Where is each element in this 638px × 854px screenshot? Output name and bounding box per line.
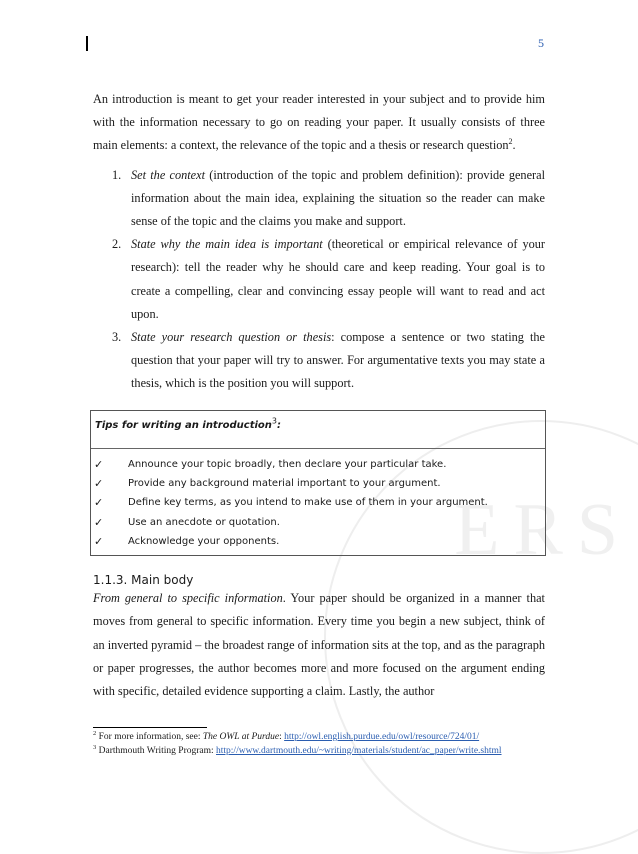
tip-text: Acknowledge your opponents. (128, 535, 280, 547)
footnote-number: 3 (93, 743, 97, 751)
tip-item (91, 493, 545, 512)
step-item (93, 233, 545, 326)
footnote-link[interactable]: http://www.dartmouth.edu/~writing/materials/student/ac_paper/write.shtml (216, 746, 502, 756)
tip-text: Announce your topic broadly, then declare your particular take. (128, 458, 447, 470)
step-item (93, 326, 545, 396)
tip-text: Provide any background material important to your argument. (128, 477, 441, 489)
tip-item (91, 513, 545, 532)
footnote-prefix: For more information, see: (96, 732, 203, 742)
check-icon: ✓ (94, 534, 104, 548)
step-text: (theoretical or empirical relevance of your research): tell the reader why he should care and keep reading. Your goal is to create a compelling, clear and convincing essay people will want to read and act upon. (131, 237, 545, 321)
check-icon: ✓ (94, 476, 104, 490)
tips-title-text: Tips for writing an introduction (95, 419, 272, 431)
step-number: 1. (112, 167, 122, 182)
tips-title-colon: : (277, 419, 282, 431)
step-number: 2. (112, 237, 122, 252)
step-text: : compose a sentence or two stating the question that your paper will try to answer. For argumentative texts you may state a thesis, which is the position you will support. (131, 330, 545, 391)
intro-text: An introduction is meant to get your reader interested in your subject and to provide him with the information necessary to go on reading your paper. It usually consists of three main elements: a context, the relevance of the topic and a thesis or research question (93, 92, 545, 153)
check-icon: ✓ (94, 515, 104, 529)
footnotes (93, 730, 553, 758)
step-title: Set the context (131, 167, 206, 182)
main-body-paragraph (93, 587, 545, 703)
step-text: (introduction of the topic and problem definition): provide general information about the main idea, explaining the situation so the reader can make sense of the topic and the claims you make and support. (131, 167, 546, 229)
step-title: State why the main idea is important (131, 237, 323, 252)
footnote-ref-3[interactable]: 3 (271, 416, 278, 426)
main-body-lead: From general to specific information (93, 591, 283, 606)
seal-watermark-text: ERS (454, 489, 632, 571)
footnote-prefix: Darthmouth Writing Program: (96, 746, 217, 756)
steps-list (93, 164, 545, 396)
step-item (93, 164, 545, 234)
tips-list (91, 449, 545, 555)
tips-box (90, 410, 546, 556)
intro-end: . (512, 138, 516, 153)
check-icon: ✓ (94, 496, 104, 510)
footnote-sep: : (279, 732, 285, 742)
footnote-2 (93, 730, 553, 744)
footnote-3 (93, 744, 553, 758)
intro-paragraph (93, 88, 545, 158)
footnote-ref-2[interactable]: 2 (508, 137, 513, 147)
check-icon: ✓ (94, 457, 104, 471)
step-title: State your research question or thesis (131, 330, 332, 345)
tips-title (91, 411, 545, 436)
footnote-rule (93, 727, 207, 728)
tip-item (91, 532, 545, 551)
footnote-source: The OWL at Purdue (202, 732, 280, 742)
section-heading: 1.1.3. Main body (93, 573, 194, 588)
step-number: 3. (112, 330, 122, 345)
page-content (93, 88, 545, 703)
tip-text: Define key terms, as you intend to make use of them in your argument. (128, 497, 488, 509)
tip-item (91, 474, 545, 493)
main-body-text: . Your paper should be organized in a manner that moves from general to specific information. Every time you begin a new subject, think of an inverted pyramid – the broadest range of information sits at the top, and as the paragraph or paper progresses, the author becomes more and more focused on the argument ending with specific, detailed evidence supporting a claim. Lastly, the author (93, 591, 545, 698)
header-bar (86, 36, 88, 51)
footnote-link[interactable]: http://owl.english.purdue.edu/owl/resource/724/01/ (284, 732, 480, 742)
tip-text: Use an anecdote or quotation. (128, 516, 280, 528)
page-number: 5 (538, 36, 544, 50)
tip-item (91, 455, 545, 474)
footnote-number: 2 (93, 729, 97, 737)
